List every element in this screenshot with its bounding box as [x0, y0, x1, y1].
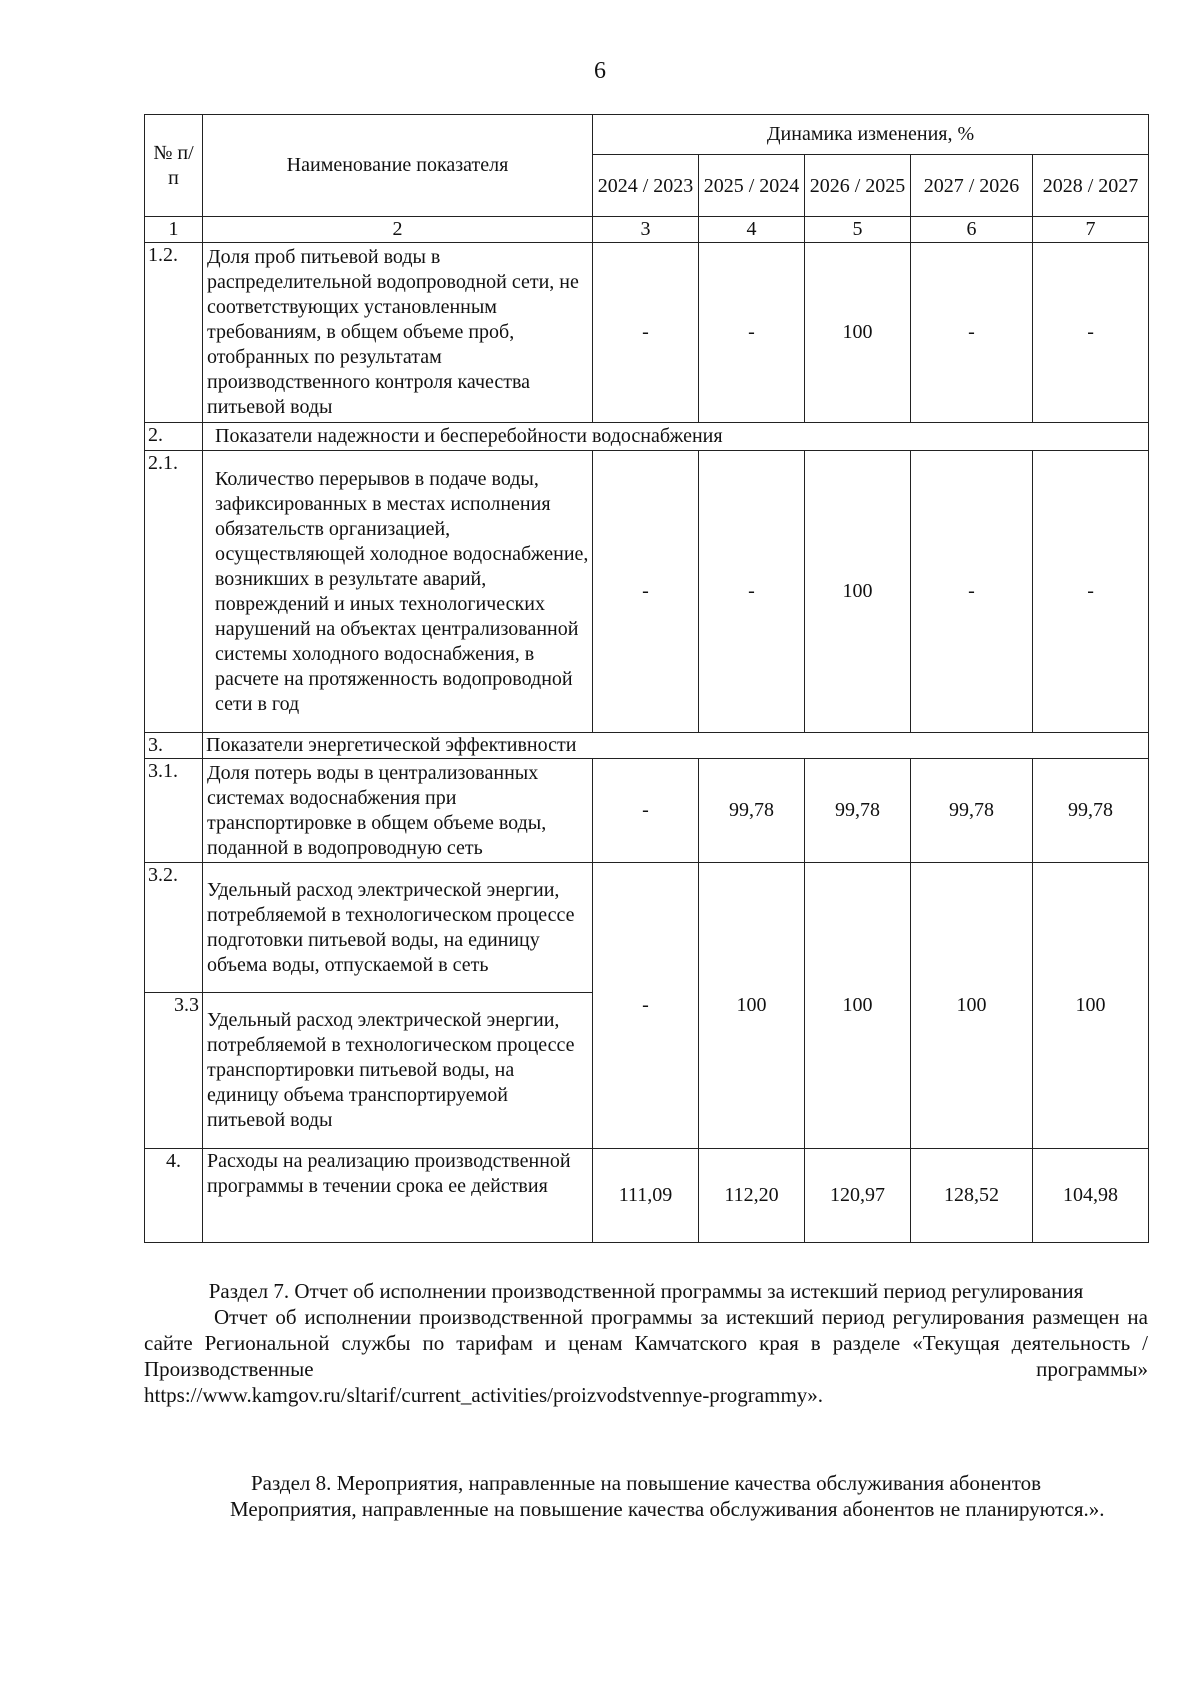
row-num: 4. — [145, 1149, 203, 1243]
col-number: 1 — [145, 217, 203, 243]
merged-value: 100 — [699, 863, 805, 1149]
row-name: Удельный расход электрической энергии, потребляемой в технологическом процессе подготовки питьевой воды, на единицу объема воды, отпускаемой в сеть — [203, 863, 593, 993]
section-7 — [144, 1278, 1148, 1408]
row-name: Количество перерывов в подаче воды, зафиксированных в местах исполнения обязательств организацией, осуществляющей холодное водоснабжение, возникших в результате аварий, повреждений и иных технологических нарушений на объектах централизованной системы холодного водоснабжения, в расчете на протяженность водопроводной сети в год — [203, 451, 593, 733]
col-number: 7 — [1033, 217, 1149, 243]
col-number: 3 — [593, 217, 699, 243]
col-number: 4 — [699, 217, 805, 243]
section-num: 2. — [145, 423, 203, 451]
row-value: 100 — [805, 243, 911, 423]
section-title: Показатели энергетической эффективности — [203, 733, 1149, 759]
merged-value: 100 — [1033, 863, 1149, 1149]
header-year-2: 2025 / 2024 — [699, 155, 805, 217]
section-8 — [144, 1470, 1148, 1522]
row-value: - — [911, 243, 1033, 423]
header-year-1: 2024 / 2023 — [593, 155, 699, 217]
row-value: 128,52 — [911, 1149, 1033, 1243]
merged-value: - — [593, 863, 699, 1149]
section-7-url-link[interactable]: https://www.kamgov.ru/sltarif/current_activities/proizvodstvennye-programmy». — [144, 1383, 824, 1407]
row-name: Доля потерь воды в централизованных системах водоснабжения при транспортировке в общем объеме воды, поданной в водопроводную сеть — [203, 759, 593, 863]
row-value: 104,98 — [1033, 1149, 1149, 1243]
header-name: Наименование показателя — [203, 115, 593, 217]
indicators-table — [144, 114, 1149, 1243]
row-value: - — [593, 451, 699, 733]
row-name: Удельный расход электрической энергии, потребляемой в технологическом процессе транспортировки питьевой воды, на единицу объема транспортируемой питьевой воды — [203, 993, 593, 1149]
table-row — [145, 759, 1149, 863]
row-value: - — [911, 451, 1033, 733]
header-dynamics: Динамика изменения, % — [593, 115, 1149, 155]
row-value: - — [1033, 243, 1149, 423]
merged-value: 100 — [805, 863, 911, 1149]
header-num: № п/п — [145, 115, 203, 217]
row-name: Доля проб питьевой воды в распределительной водопроводной сети, не соответствующих установленным требованиям, в общем объеме проб, отобранных по результатам производственного контроля качества питьевой воды — [203, 243, 593, 423]
row-value: 99,78 — [699, 759, 805, 863]
row-value: - — [699, 243, 805, 423]
merged-value: 100 — [911, 863, 1033, 1149]
section-7-body: Отчет об исполнении производственной программы за истекший период регулирования размещен на сайте Региональной службы по тарифам и ценам Камчатского края в разделе «Текущая деятельность / Производственные программы» — [144, 1305, 1148, 1381]
row-value: 111,09 — [593, 1149, 699, 1243]
section-title: Показатели надежности и бесперебойности водоснабжения — [203, 423, 1149, 451]
row-num: 2.1. — [145, 451, 203, 733]
row-num: 3.3 — [145, 993, 203, 1149]
row-name: Расходы на реализацию производственной программы в течении срока ее действия — [203, 1149, 593, 1243]
row-num: 3.2. — [145, 863, 203, 993]
header-year-3: 2026 / 2025 — [805, 155, 911, 217]
row-value: 99,78 — [805, 759, 911, 863]
page-number: 6 — [594, 58, 606, 84]
row-value: 99,78 — [911, 759, 1033, 863]
section-row — [145, 733, 1149, 759]
section-num: 3. — [145, 733, 203, 759]
header-year-5: 2028 / 2027 — [1033, 155, 1149, 217]
col-number: 6 — [911, 217, 1033, 243]
col-number: 5 — [805, 217, 911, 243]
row-value: 112,20 — [699, 1149, 805, 1243]
section-row — [145, 423, 1149, 451]
row-num: 1.2. — [145, 243, 203, 423]
table-row — [145, 243, 1149, 423]
table-row — [145, 863, 1149, 993]
section-8-body: Мероприятия, направленные на повышение качества обслуживания абонентов не планируются.». — [230, 1497, 1105, 1521]
table-row — [145, 1149, 1149, 1243]
row-value: 99,78 — [1033, 759, 1149, 863]
row-value: - — [1033, 451, 1149, 733]
section-8-title: Раздел 8. Мероприятия, направленные на повышение качества обслуживания абонентов — [250, 1471, 1042, 1495]
row-value: - — [593, 759, 699, 863]
row-value: 100 — [805, 451, 911, 733]
col-number: 2 — [203, 217, 593, 243]
table-row — [145, 451, 1149, 733]
header-year-4: 2027 / 2026 — [911, 155, 1033, 217]
row-num: 3.1. — [145, 759, 203, 863]
row-value: - — [699, 451, 805, 733]
section-7-title: Раздел 7. Отчет об исполнении производственной программы за истекший период регулирования — [208, 1279, 1084, 1303]
row-value: - — [593, 243, 699, 423]
row-value: 120,97 — [805, 1149, 911, 1243]
